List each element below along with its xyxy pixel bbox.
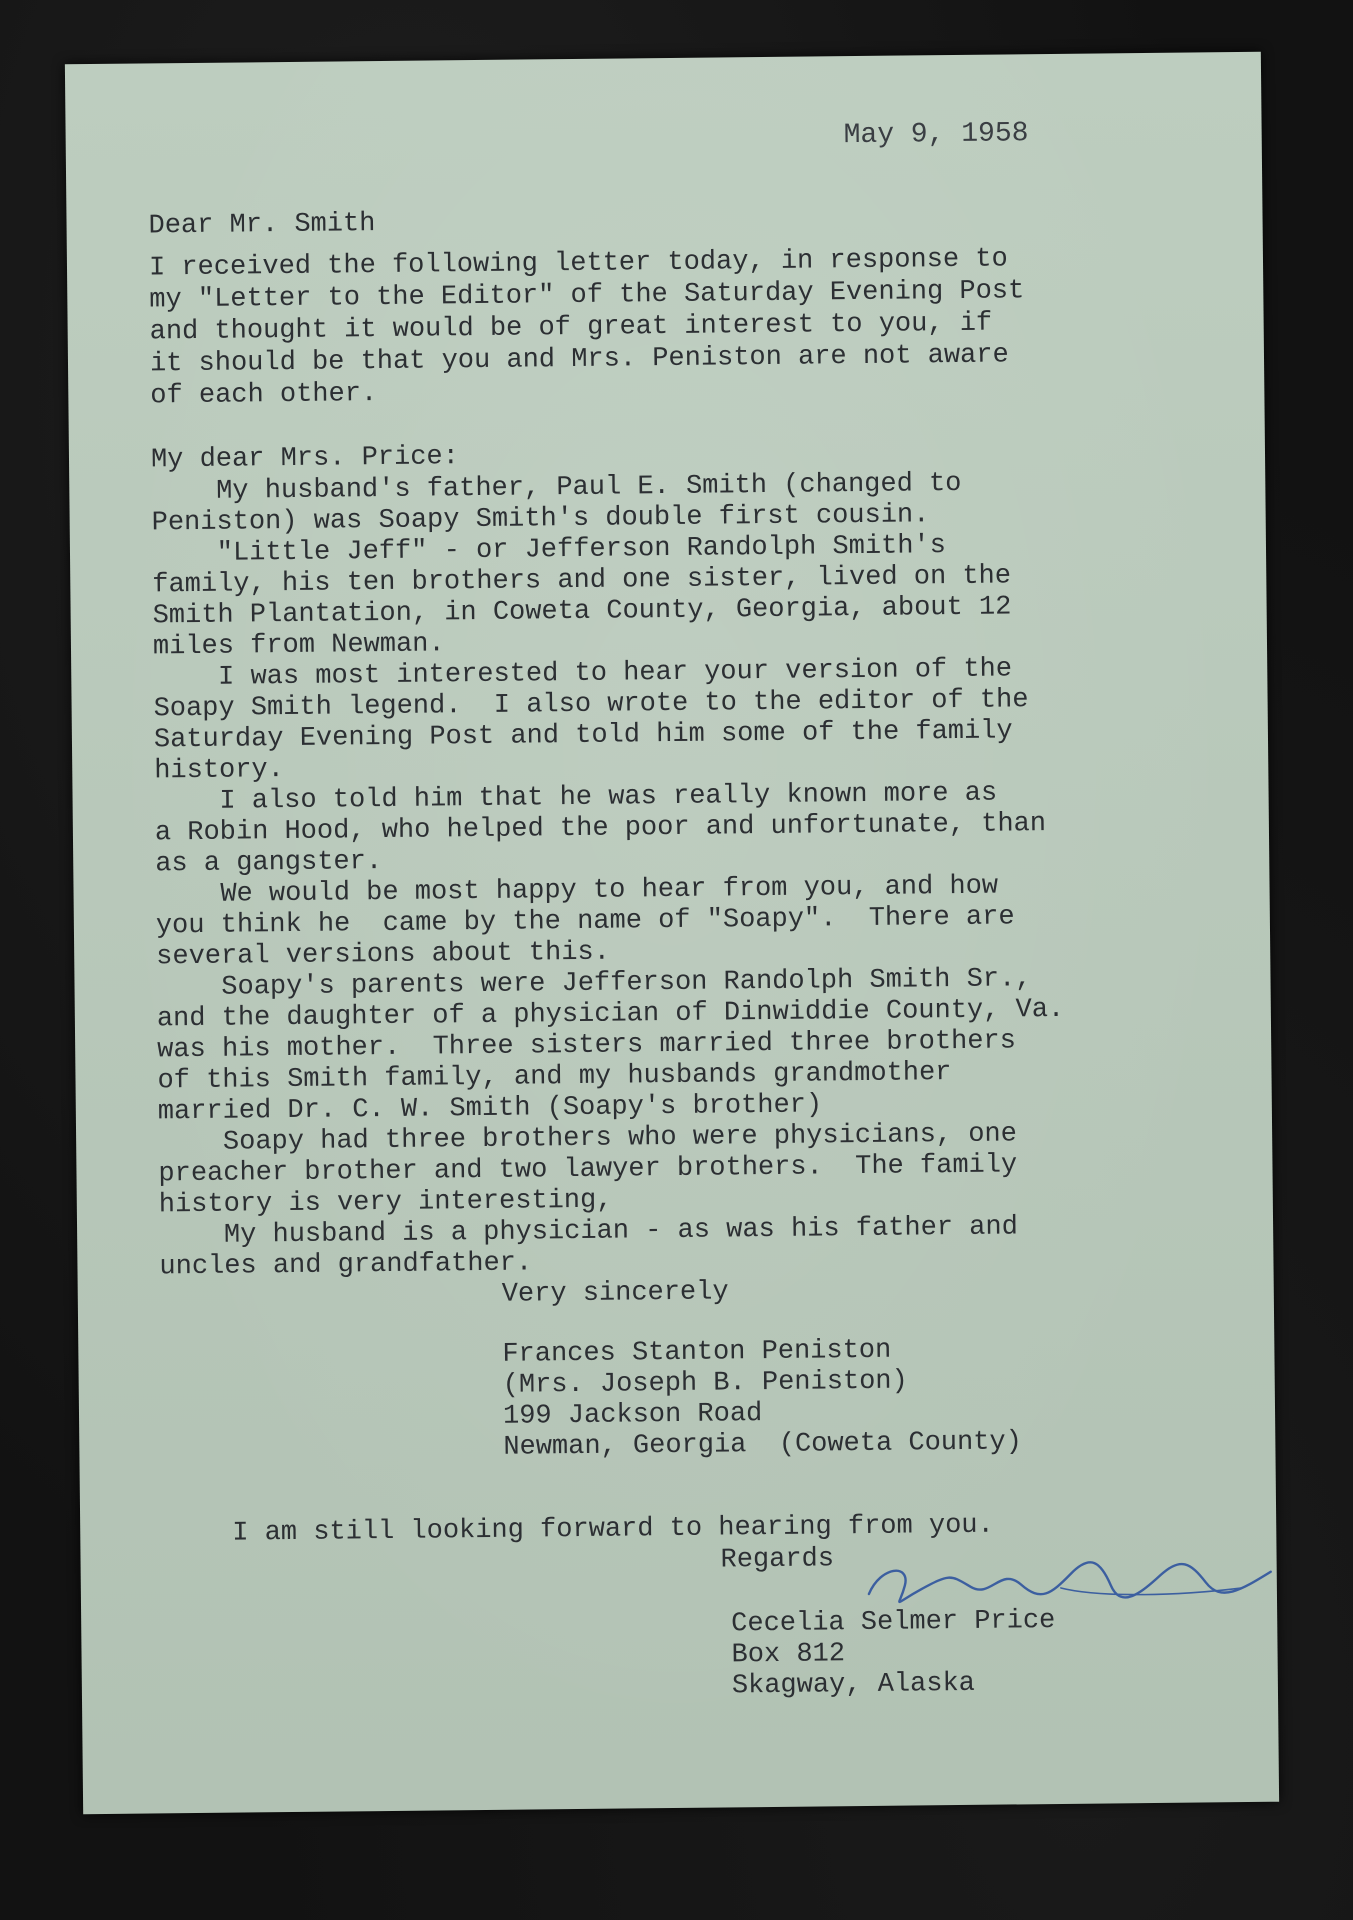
quoted-line: preacher brother and two lawyer brothers. The family <box>158 1150 1018 1190</box>
intro-line: my "Letter to the Editor" of the Saturday Evening Post <box>149 276 1025 316</box>
closing: Regards <box>720 1544 835 1576</box>
quoted-line: several versions about this. <box>156 937 611 973</box>
intro-line: of each other. <box>150 379 378 412</box>
intro-line: I received the following letter today, in response to <box>148 244 1008 284</box>
postscript: I am still looking forward to hearing from you. <box>232 1510 994 1549</box>
quoted-signature-line: 199 Jackson Road <box>502 1399 763 1432</box>
quoted-line: was his mother. Three sisters married three brothers <box>157 1026 1017 1066</box>
salutation: Dear Mr. Smith <box>148 209 376 242</box>
letter-paper <box>65 52 1279 1814</box>
intro-line: and thought it would be of great interest to you, if <box>149 308 993 348</box>
intro-line: it should be that you and Mrs. Peniston are not aware <box>149 340 1009 380</box>
quoted-salutation: My dear Mrs. Price: <box>150 442 460 476</box>
quoted-line: My husband is a physician - as was his father and <box>158 1212 1019 1252</box>
quoted-line: a Robin Hood, who helped the poor and unfortunate, than <box>154 809 1047 849</box>
quoted-line: "Little Jeff" - or Jefferson Randolph Smith's <box>151 531 947 570</box>
quoted-line: Soapy's parents were Jefferson Randolph Smith Sr., <box>156 964 1032 1004</box>
quoted-line: you think he came by the name of "Soapy". There are <box>155 902 1015 942</box>
quoted-line: Saturday Evening Post and told him some of the family <box>153 716 1013 756</box>
quoted-line: miles from Newman. <box>152 629 445 663</box>
sender-line: Skagway, Alaska <box>731 1668 976 1702</box>
quoted-line: Soapy had three brothers who were physicians, one <box>158 1119 1018 1159</box>
quoted-line: uncles and grandfather. <box>159 1248 533 1283</box>
quoted-line: Soapy Smith legend. I also wrote to the editor of the <box>153 685 1029 725</box>
quoted-line: We would be most happy to hear from you, and how <box>155 871 999 911</box>
quoted-line: history is very interesting, <box>158 1185 613 1221</box>
sender-line: Box 812 <box>731 1639 846 1671</box>
letter-date: May 9, 1958 <box>843 118 1029 152</box>
quoted-line: My husband's father, Paul E. Smith (changed to <box>151 468 962 508</box>
quoted-closing: Very sincerely <box>501 1277 729 1310</box>
quoted-line: Smith Plantation, in Coweta County, Georgia, about 12 <box>152 592 1012 632</box>
quoted-line: I also told him that he was really known more as <box>154 778 998 818</box>
quoted-line: family, his ten brothers and one sister, lived on the <box>152 561 1012 601</box>
signature-scrawl-icon <box>860 1542 1281 1616</box>
quoted-line: Peniston) was Soapy Smith's double first cousin. <box>151 500 930 539</box>
quoted-line: history. <box>154 755 285 787</box>
quoted-signature-line: (Mrs. Joseph B. Peniston) <box>502 1366 908 1401</box>
quoted-signature-line: Frances Stanton Peniston <box>502 1335 892 1370</box>
quoted-line: as a gangster. <box>155 847 383 880</box>
quoted-signature-line: Newman, Georgia (Coweta County) <box>503 1427 1022 1463</box>
quoted-line: of this Smith family, and my husbands grandmother <box>157 1058 952 1097</box>
quoted-line: I was most interested to hear your version of the <box>153 654 1013 694</box>
quoted-line: and the daughter of a physician of Dinwiddie County, Va. <box>156 994 1065 1035</box>
handwritten-signature <box>860 1542 1281 1616</box>
sender-line: Cecelia Selmer Price <box>731 1606 1056 1640</box>
quoted-line: married Dr. C. W. Smith (Soapy's brother) <box>157 1090 823 1128</box>
